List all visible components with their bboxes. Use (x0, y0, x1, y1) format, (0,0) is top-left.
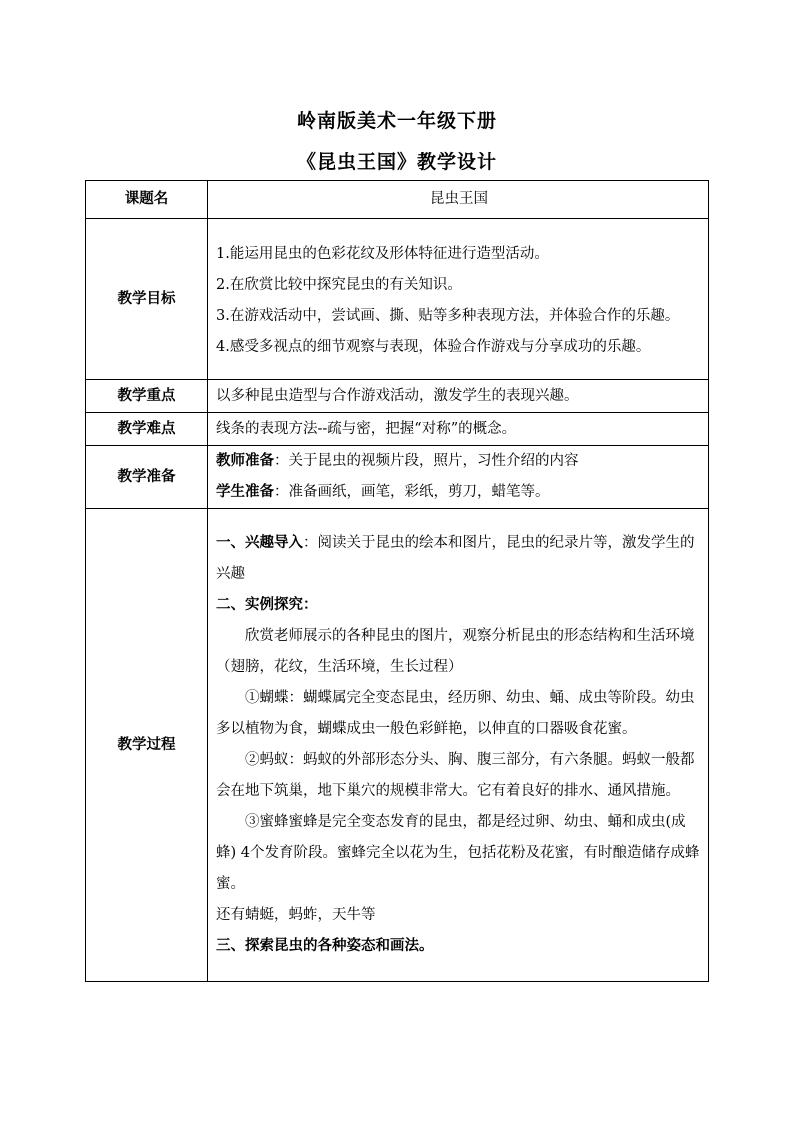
goal-item: 2.在欣赏比较中探究昆虫的有关知识。 (216, 276, 462, 293)
process-label: 教学过程 (86, 509, 208, 982)
document-subtitle: 《昆虫王国》教学设计 (296, 151, 497, 173)
document-title: 岭南版美术一年级下册 (296, 110, 497, 132)
goal-item: 4.感受多视点的细节观察与表现，体验合作游戏与分享成功的乐趣。 (216, 338, 651, 355)
goals-cell (208, 219, 709, 380)
lesson-plan-table (85, 180, 709, 982)
ant-paragraph: ②蚂蚁：蚂蚁的外部形态分头、胸、腹三部分，有六条腿。蚂蚁一般都会在地下筑巢，地下巢穴的规模非常大。它有着良好的排水、通风措施。 (216, 752, 695, 799)
goal-item: 1.能运用昆虫的色彩花纹及形体特征进行造型活动。 (216, 245, 549, 262)
difficulty-value: 线条的表现方法--疏与密，把握“对称”的概念。 (208, 413, 709, 446)
preparation-label: 教学准备 (86, 446, 208, 509)
bee-paragraph: ③蜜蜂蜜蜂是完全变态发育的昆虫，都是经过卵、幼虫、蛹和成虫(成蜂) 4个发育阶段。蜜蜂完全以花为生，包括花粉及花蜜，有时酿造储存成蜂蜜。 (216, 814, 700, 892)
teacher-preparation-label: 教师准备 (216, 453, 274, 469)
table-row-key-point (86, 380, 709, 413)
process-cell (208, 509, 709, 982)
table-row-preparation (86, 446, 709, 509)
section-1-text: ：阅读关于昆虫的绘本和图片，昆虫的纪录片等，激发学生的兴趣 (216, 535, 695, 582)
table-row-topic (86, 181, 709, 219)
key-point-value: 以多种昆虫造型与合作游戏活动，激发学生的表现兴趣。 (208, 380, 709, 413)
section-2-title: 二、实例探究： (216, 597, 318, 613)
teacher-preparation-text: ：关于昆虫的视频片段，照片，习性介绍的内容 (274, 453, 579, 469)
student-preparation-label: 学生准备 (216, 484, 274, 500)
table-row-difficulty (86, 413, 709, 446)
teacher-preparation (216, 446, 702, 477)
table-row-goals (86, 219, 709, 380)
process-section-1 (216, 528, 702, 590)
preparation-cell (208, 446, 709, 509)
goal-item: 3.在游戏活动中，尝试画、撕、贴等多种表现方法，并体验合作的乐趣。 (216, 307, 680, 324)
difficulty-label: 教学难点 (86, 413, 208, 446)
key-point-label: 教学重点 (86, 380, 208, 413)
other-insects-paragraph: 还有蜻蜓，蚂蚱，天牛等 (216, 907, 376, 923)
section-3-title: 三、探索昆虫的各种姿态和画法。 (216, 938, 434, 954)
goals-label: 教学目标 (86, 219, 208, 380)
table-row-process (86, 509, 709, 982)
topic-value: 昆虫王国 (208, 181, 709, 219)
section-1-title: 一、兴趣导入 (216, 535, 303, 551)
student-preparation-text: ：准备画纸，画笔，彩纸，剪刀，蜡笔等。 (274, 484, 550, 500)
process-intro-paragraph: 欣赏老师展示的各种昆虫的图片，观察分析昆虫的形态结构和生活环境（翅膀，花纹，生活环境，生长过程） (216, 628, 695, 675)
topic-label: 课题名 (86, 181, 208, 219)
butterfly-paragraph: ①蝴蝶：蝴蝶属完全变态昆虫，经历卵、幼虫、蛹、成虫等阶段。幼虫多以植物为食，蝴蝶成虫一般色彩鲜艳，以伸直的口器吸食花蜜。 (216, 690, 695, 737)
student-preparation (216, 477, 702, 508)
